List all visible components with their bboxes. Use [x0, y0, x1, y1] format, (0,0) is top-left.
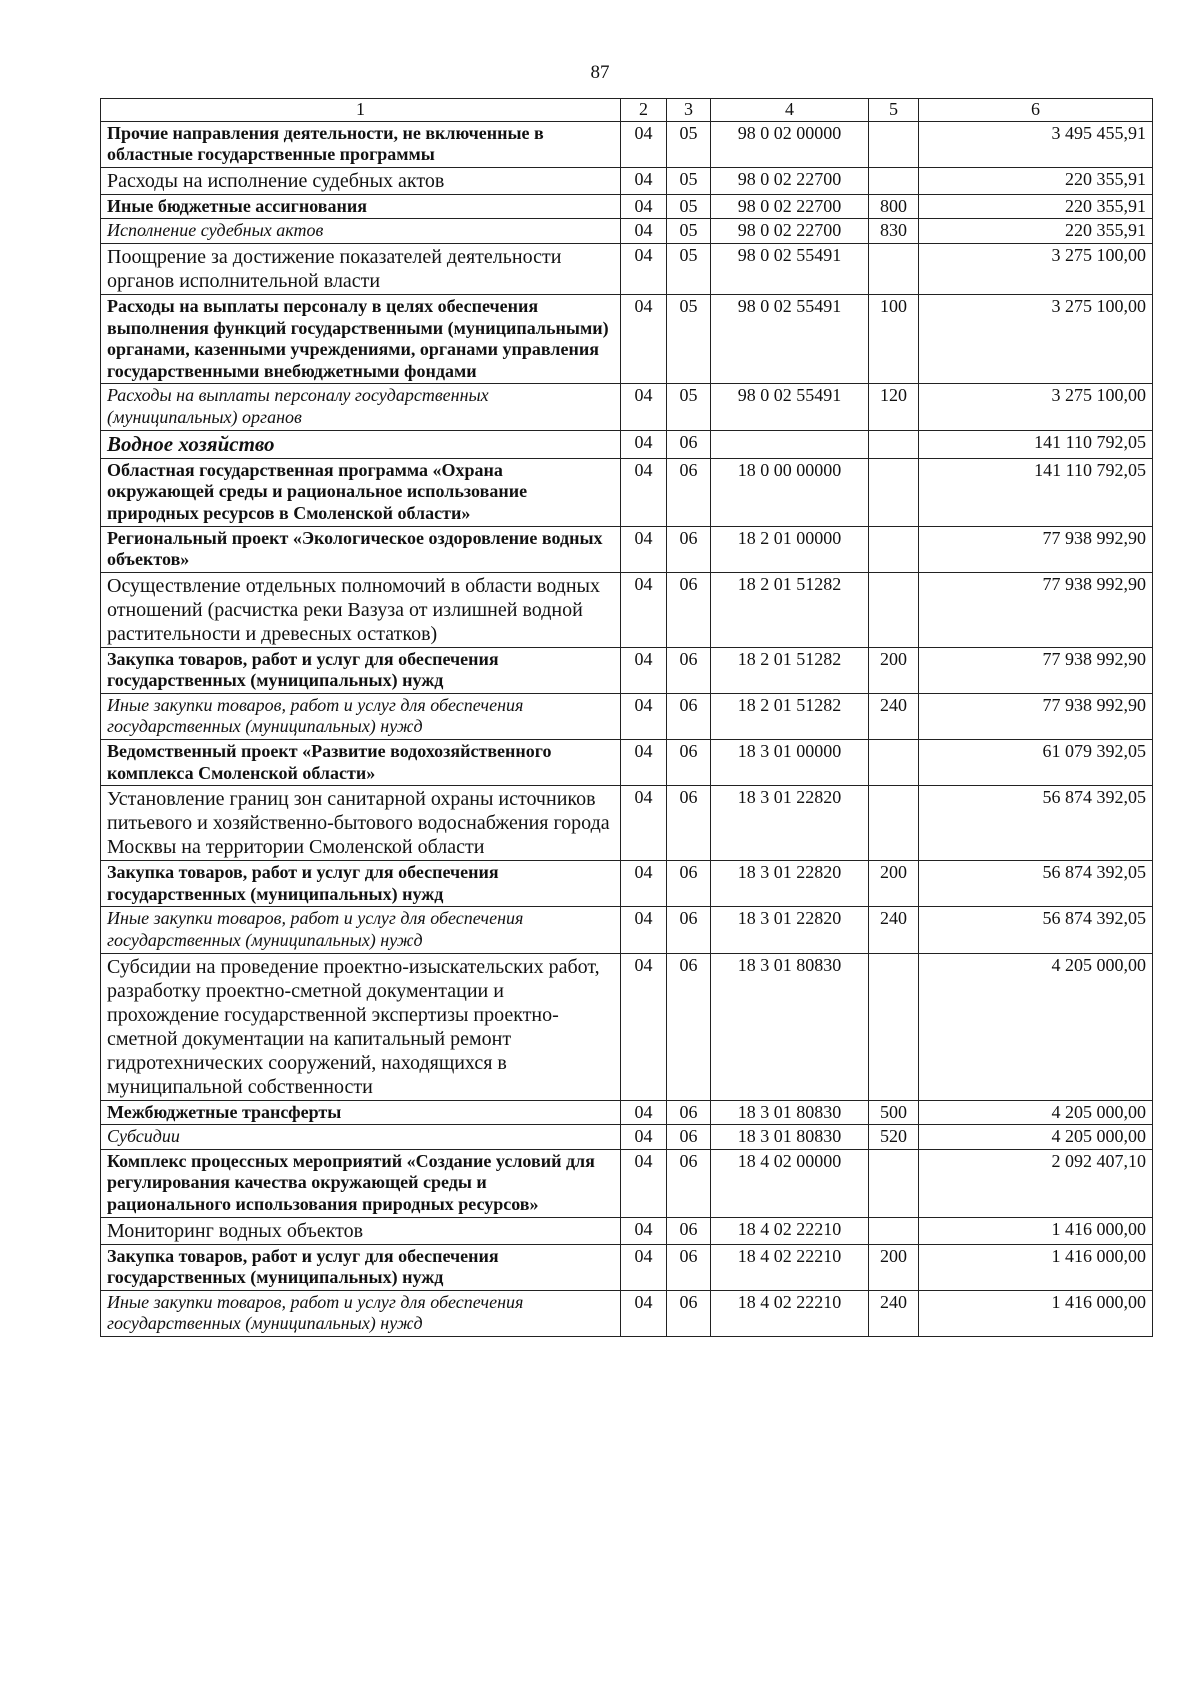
- row-expense-type-cell: 240: [869, 907, 919, 953]
- row-col3-cell: 06: [667, 693, 711, 739]
- row-expense-type-cell: [869, 740, 919, 786]
- row-name-cell: Ведомственный проект «Развитие водохозяйственного комплекса Смоленской области»: [101, 740, 621, 786]
- row-name-cell: Установление границ зон санитарной охраны источников питьевого и хозяйственно-бытового водоснабжения города Москвы на территории Смоленской области: [101, 786, 621, 861]
- row-col2-cell: 04: [621, 572, 667, 647]
- row-name-cell: Закупка товаров, работ и услуг для обеспечения государственных (муниципальных) нужд: [101, 861, 621, 907]
- row-name-cell: Расходы на исполнение судебных актов: [101, 167, 621, 194]
- row-amount-cell: 4 205 000,00: [919, 1100, 1153, 1125]
- table-row: [101, 1100, 1153, 1125]
- row-col3-cell: 06: [667, 1125, 711, 1150]
- row-col2-cell: 04: [621, 1149, 667, 1217]
- row-name-cell: Закупка товаров, работ и услуг для обеспечения государственных (муниципальных) нужд: [101, 1244, 621, 1290]
- table-row: [101, 194, 1153, 219]
- table-row: [101, 861, 1153, 907]
- row-code-cell: 18 4 02 22210: [711, 1244, 869, 1290]
- row-code-cell: 18 3 01 80830: [711, 1125, 869, 1150]
- table-row: [101, 647, 1153, 693]
- row-col2-cell: 04: [621, 907, 667, 953]
- row-code-cell: 98 0 02 22700: [711, 167, 869, 194]
- row-code-cell: 98 0 02 55491: [711, 243, 869, 294]
- row-amount-cell: 3 275 100,00: [919, 384, 1153, 430]
- budget-table: [100, 98, 1153, 1337]
- row-amount-cell: 1 416 000,00: [919, 1244, 1153, 1290]
- row-col2-cell: 04: [621, 430, 667, 458]
- row-expense-type-cell: 200: [869, 647, 919, 693]
- row-code-cell: 18 3 01 00000: [711, 740, 869, 786]
- row-amount-cell: 220 355,91: [919, 219, 1153, 244]
- table-row: [101, 1149, 1153, 1217]
- row-name-cell: Субсидии: [101, 1125, 621, 1150]
- header-col-3: 3: [667, 99, 711, 122]
- row-amount-cell: 61 079 392,05: [919, 740, 1153, 786]
- row-col2-cell: 04: [621, 294, 667, 383]
- row-amount-cell: 141 110 792,05: [919, 430, 1153, 458]
- table-row: [101, 219, 1153, 244]
- header-col-4: 4: [711, 99, 869, 122]
- row-amount-cell: 220 355,91: [919, 167, 1153, 194]
- row-expense-type-cell: [869, 1217, 919, 1244]
- row-code-cell: [711, 430, 869, 458]
- table-row: [101, 1244, 1153, 1290]
- header-col-2: 2: [621, 99, 667, 122]
- table-row: [101, 243, 1153, 294]
- row-col2-cell: 04: [621, 121, 667, 167]
- row-amount-cell: 4 205 000,00: [919, 1125, 1153, 1150]
- row-col3-cell: 06: [667, 786, 711, 861]
- row-col2-cell: 04: [621, 526, 667, 572]
- row-col3-cell: 06: [667, 861, 711, 907]
- row-name-cell: Прочие направления деятельности, не включенные в областные государственные программы: [101, 121, 621, 167]
- row-col3-cell: 06: [667, 907, 711, 953]
- row-name-cell: Иные закупки товаров, работ и услуг для обеспечения государственных (муниципальных) нужд: [101, 693, 621, 739]
- table-row: [101, 907, 1153, 953]
- row-code-cell: 18 3 01 22820: [711, 786, 869, 861]
- table-row: [101, 572, 1153, 647]
- row-name-cell: Закупка товаров, работ и услуг для обеспечения государственных (муниципальных) нужд: [101, 647, 621, 693]
- row-code-cell: 18 4 02 22210: [711, 1217, 869, 1244]
- row-expense-type-cell: 200: [869, 861, 919, 907]
- table-row: [101, 1217, 1153, 1244]
- row-expense-type-cell: [869, 458, 919, 526]
- row-col3-cell: 06: [667, 1100, 711, 1125]
- row-expense-type-cell: 800: [869, 194, 919, 219]
- row-expense-type-cell: 500: [869, 1100, 919, 1125]
- row-expense-type-cell: 100: [869, 294, 919, 383]
- row-col2-cell: 04: [621, 1290, 667, 1336]
- row-name-cell: Межбюджетные трансферты: [101, 1100, 621, 1125]
- row-code-cell: 18 2 01 51282: [711, 647, 869, 693]
- row-code-cell: 18 3 01 80830: [711, 1100, 869, 1125]
- row-col3-cell: 06: [667, 740, 711, 786]
- table-row: [101, 294, 1153, 383]
- row-col3-cell: 06: [667, 953, 711, 1100]
- row-col3-cell: 05: [667, 167, 711, 194]
- row-col3-cell: 06: [667, 1290, 711, 1336]
- table-row: [101, 740, 1153, 786]
- row-name-cell: Поощрение за достижение показателей деятельности органов исполнительной власти: [101, 243, 621, 294]
- table-row: [101, 693, 1153, 739]
- row-code-cell: 18 2 01 51282: [711, 693, 869, 739]
- row-col2-cell: 04: [621, 194, 667, 219]
- row-col3-cell: 06: [667, 458, 711, 526]
- row-expense-type-cell: [869, 121, 919, 167]
- table-row: [101, 953, 1153, 1100]
- row-name-cell: Областная государственная программа «Охрана окружающей среды и рациональное использование природных ресурсов в Смоленской области»: [101, 458, 621, 526]
- row-col3-cell: 05: [667, 194, 711, 219]
- row-expense-type-cell: [869, 430, 919, 458]
- row-amount-cell: 56 874 392,05: [919, 786, 1153, 861]
- row-col3-cell: 05: [667, 384, 711, 430]
- row-code-cell: 18 4 02 22210: [711, 1290, 869, 1336]
- row-code-cell: 18 3 01 22820: [711, 861, 869, 907]
- table-header: [101, 99, 1153, 122]
- table-row: [101, 121, 1153, 167]
- row-name-cell: Осуществление отдельных полномочий в области водных отношений (расчистка реки Вазуза от излишней водной растительности и древесных остатков): [101, 572, 621, 647]
- page-number: 87: [590, 62, 610, 83]
- row-name-cell: Иные закупки товаров, работ и услуг для обеспечения государственных (муниципальных) нужд: [101, 1290, 621, 1336]
- row-col3-cell: 06: [667, 1244, 711, 1290]
- table-row: [101, 1125, 1153, 1150]
- row-expense-type-cell: [869, 526, 919, 572]
- row-amount-cell: 220 355,91: [919, 194, 1153, 219]
- row-code-cell: 98 0 02 00000: [711, 121, 869, 167]
- row-name-cell: Комплекс процессных мероприятий «Создание условий для регулирования качества окружающей среды и рационального использования природных ресурсов»: [101, 1149, 621, 1217]
- table-row: [101, 458, 1153, 526]
- row-name-cell: Региональный проект «Экологическое оздоровление водных объектов»: [101, 526, 621, 572]
- row-amount-cell: 1 416 000,00: [919, 1217, 1153, 1244]
- row-code-cell: 98 0 02 55491: [711, 384, 869, 430]
- row-expense-type-cell: 120: [869, 384, 919, 430]
- row-expense-type-cell: 200: [869, 1244, 919, 1290]
- row-col2-cell: 04: [621, 693, 667, 739]
- row-code-cell: 98 0 02 55491: [711, 294, 869, 383]
- row-expense-type-cell: [869, 167, 919, 194]
- row-code-cell: 18 3 01 22820: [711, 907, 869, 953]
- row-expense-type-cell: 830: [869, 219, 919, 244]
- row-expense-type-cell: [869, 572, 919, 647]
- header-col-5: 5: [869, 99, 919, 122]
- row-amount-cell: 56 874 392,05: [919, 907, 1153, 953]
- row-col3-cell: 05: [667, 294, 711, 383]
- row-code-cell: 98 0 02 22700: [711, 219, 869, 244]
- row-amount-cell: 1 416 000,00: [919, 1290, 1153, 1336]
- header-col-1: 1: [101, 99, 621, 122]
- row-col3-cell: 06: [667, 526, 711, 572]
- row-name-cell: Субсидии на проведение проектно-изыскательских работ, разработку проектно-сметной документации и прохождение государственной экспертизы проектно-сметной документации на капитальный ремонт гидротехнических сооружений, находящихся в муниципальной собственности: [101, 953, 621, 1100]
- row-col3-cell: 06: [667, 430, 711, 458]
- row-col3-cell: 05: [667, 243, 711, 294]
- row-amount-cell: 77 938 992,90: [919, 572, 1153, 647]
- row-code-cell: 98 0 02 22700: [711, 194, 869, 219]
- row-amount-cell: 77 938 992,90: [919, 693, 1153, 739]
- row-name-cell: Иные закупки товаров, работ и услуг для обеспечения государственных (муниципальных) нужд: [101, 907, 621, 953]
- row-amount-cell: 3 275 100,00: [919, 243, 1153, 294]
- table-row: [101, 384, 1153, 430]
- row-name-cell: Расходы на выплаты персоналу в целях обеспечения выполнения функций государственными (муниципальными) органами, казенными учреждениями, органами управления государственными внебюджетными фондами: [101, 294, 621, 383]
- row-col2-cell: 04: [621, 458, 667, 526]
- row-amount-cell: 56 874 392,05: [919, 861, 1153, 907]
- row-amount-cell: 77 938 992,90: [919, 526, 1153, 572]
- row-amount-cell: 3 495 455,91: [919, 121, 1153, 167]
- row-name-cell: Исполнение судебных актов: [101, 219, 621, 244]
- row-col2-cell: 04: [621, 243, 667, 294]
- table-row: [101, 1290, 1153, 1336]
- row-col2-cell: 04: [621, 1244, 667, 1290]
- row-amount-cell: 77 938 992,90: [919, 647, 1153, 693]
- row-code-cell: 18 2 01 51282: [711, 572, 869, 647]
- row-amount-cell: 141 110 792,05: [919, 458, 1153, 526]
- row-expense-type-cell: 520: [869, 1125, 919, 1150]
- row-expense-type-cell: 240: [869, 693, 919, 739]
- row-code-cell: 18 0 00 00000: [711, 458, 869, 526]
- row-expense-type-cell: 240: [869, 1290, 919, 1336]
- table-row: [101, 526, 1153, 572]
- header-col-6: 6: [919, 99, 1153, 122]
- row-expense-type-cell: [869, 1149, 919, 1217]
- row-col2-cell: 04: [621, 740, 667, 786]
- row-col2-cell: 04: [621, 167, 667, 194]
- row-col2-cell: 04: [621, 1100, 667, 1125]
- header-row: [101, 99, 1153, 122]
- row-col3-cell: 06: [667, 1217, 711, 1244]
- row-col2-cell: 04: [621, 219, 667, 244]
- row-col2-cell: 04: [621, 953, 667, 1100]
- table-row: [101, 430, 1153, 458]
- row-col3-cell: 06: [667, 1149, 711, 1217]
- row-col2-cell: 04: [621, 384, 667, 430]
- row-col2-cell: 04: [621, 1217, 667, 1244]
- row-col2-cell: 04: [621, 861, 667, 907]
- row-code-cell: 18 4 02 00000: [711, 1149, 869, 1217]
- row-col3-cell: 06: [667, 647, 711, 693]
- row-expense-type-cell: [869, 953, 919, 1100]
- table-row: [101, 167, 1153, 194]
- row-name-cell: Мониторинг водных объектов: [101, 1217, 621, 1244]
- row-col3-cell: 06: [667, 572, 711, 647]
- row-amount-cell: 3 275 100,00: [919, 294, 1153, 383]
- row-col2-cell: 04: [621, 786, 667, 861]
- row-expense-type-cell: [869, 243, 919, 294]
- row-code-cell: 18 2 01 00000: [711, 526, 869, 572]
- row-col3-cell: 05: [667, 121, 711, 167]
- row-name-cell: Иные бюджетные ассигнования: [101, 194, 621, 219]
- row-name-cell: Расходы на выплаты персоналу государственных (муниципальных) органов: [101, 384, 621, 430]
- row-col3-cell: 05: [667, 219, 711, 244]
- table-body: [101, 121, 1153, 1336]
- table-row: [101, 786, 1153, 861]
- row-amount-cell: 2 092 407,10: [919, 1149, 1153, 1217]
- row-col2-cell: 04: [621, 647, 667, 693]
- row-name-cell: Водное хозяйство: [101, 430, 621, 458]
- row-amount-cell: 4 205 000,00: [919, 953, 1153, 1100]
- row-expense-type-cell: [869, 786, 919, 861]
- row-code-cell: 18 3 01 80830: [711, 953, 869, 1100]
- row-col2-cell: 04: [621, 1125, 667, 1150]
